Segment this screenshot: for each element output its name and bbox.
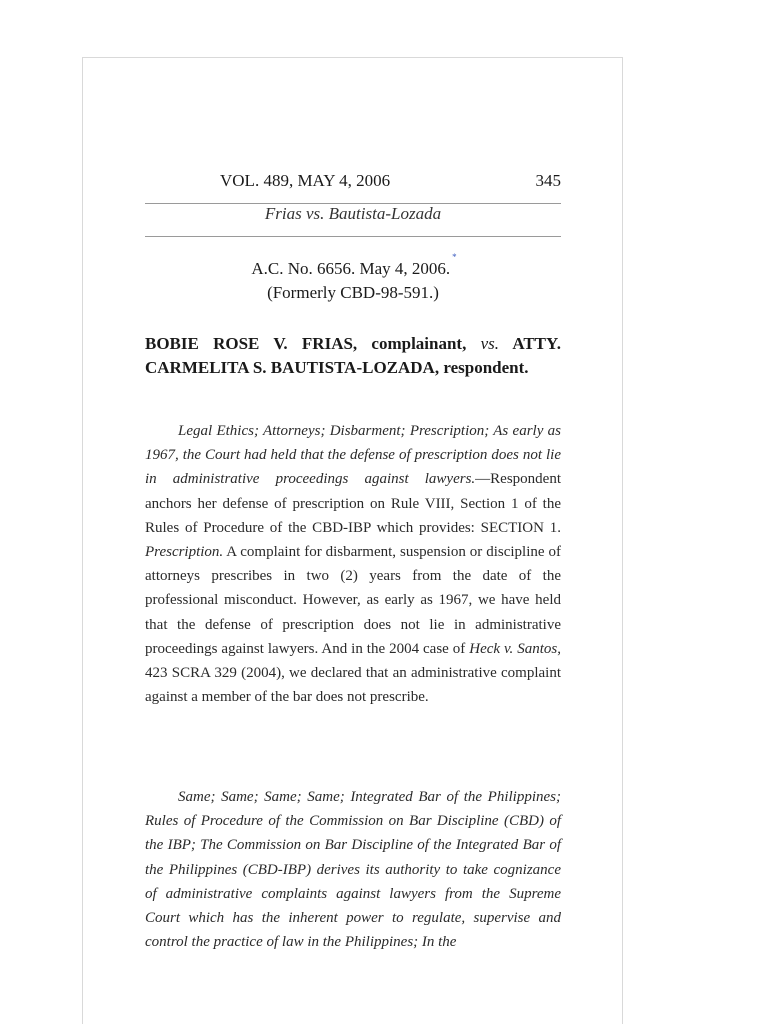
syllabus-1-body-c: , 423 SCRA 329 (2004), we declared that an administrative complaint against a member of the bar does not prescribe. [145,640,561,706]
respondent-title: ATTY. [512,334,561,353]
versus-text: vs. [480,334,500,353]
respondent-name: CARMELITA S. BAUTISTA-LOZADA, [145,358,440,377]
syllabus-1-italic-prescription: Prescription. [145,544,224,561]
syllabus-paragraph-2 [145,785,561,954]
complainant-text: BOBIE ROSE V. FRIAS, complainant, [145,334,467,353]
volume-date-header: VOL. 489, MAY 4, 2006 [220,171,391,190]
syllabus-1-italic-head: Legal Ethics; Attorneys; Disbarment; Prescription; As early as 1967, the Court had held that the defense of prescription does not lie in administrative proceedings against lawyers. [145,423,561,488]
case-formerly: (Formerly CBD-98-591.) [267,283,439,302]
page-header [145,171,561,193]
page-number: 345 [535,171,561,190]
footnote-marker[interactable]: * [452,252,457,262]
syllabus-1-italic-case: Heck v. Santos [469,640,558,657]
running-title: Frias vs. Bautista-Lozada [264,204,442,223]
syllabus-1-body-b: A complaint for disbarment, suspension or discipline of attorneys prescribes in two (2) years from the date of the professional misconduct. However, as early as 1967, we have held that the defense of prescription does not lie in administrative proceedings against lawyers. And in the 2004 case of [145,544,561,657]
document-page [82,57,623,1024]
case-number [145,252,561,279]
case-number-text: A.C. No. 6656. May 4, 2006. [251,259,451,278]
header-rule-bottom [145,236,561,237]
parties-caption [145,332,561,380]
syllabus-1-body-a: —Respondent anchors her defense of prescription on Rule VIII, Section 1 of the Rules of Procedure of the CBD-IBP which provides: SECTION 1. [145,471,561,536]
syllabus-2-italic-text: Same; Same; Same; Same; Integrated Bar of the Philippines; Rules of Procedure of the Commission on Bar Discipline (CBD) of the IBP; The Commission on Bar Discipline of the Integrated Bar of the Philippines (CBD-IBP) derives its authority to take cognizance of administrative complaints against lawyers from the Supreme Court which has the inherent power to regulate, supervise and control the practice of law in the Philippines; In the [145,789,561,951]
syllabus-paragraph-1 [145,419,561,709]
respondent-role: respondent. [443,358,529,377]
